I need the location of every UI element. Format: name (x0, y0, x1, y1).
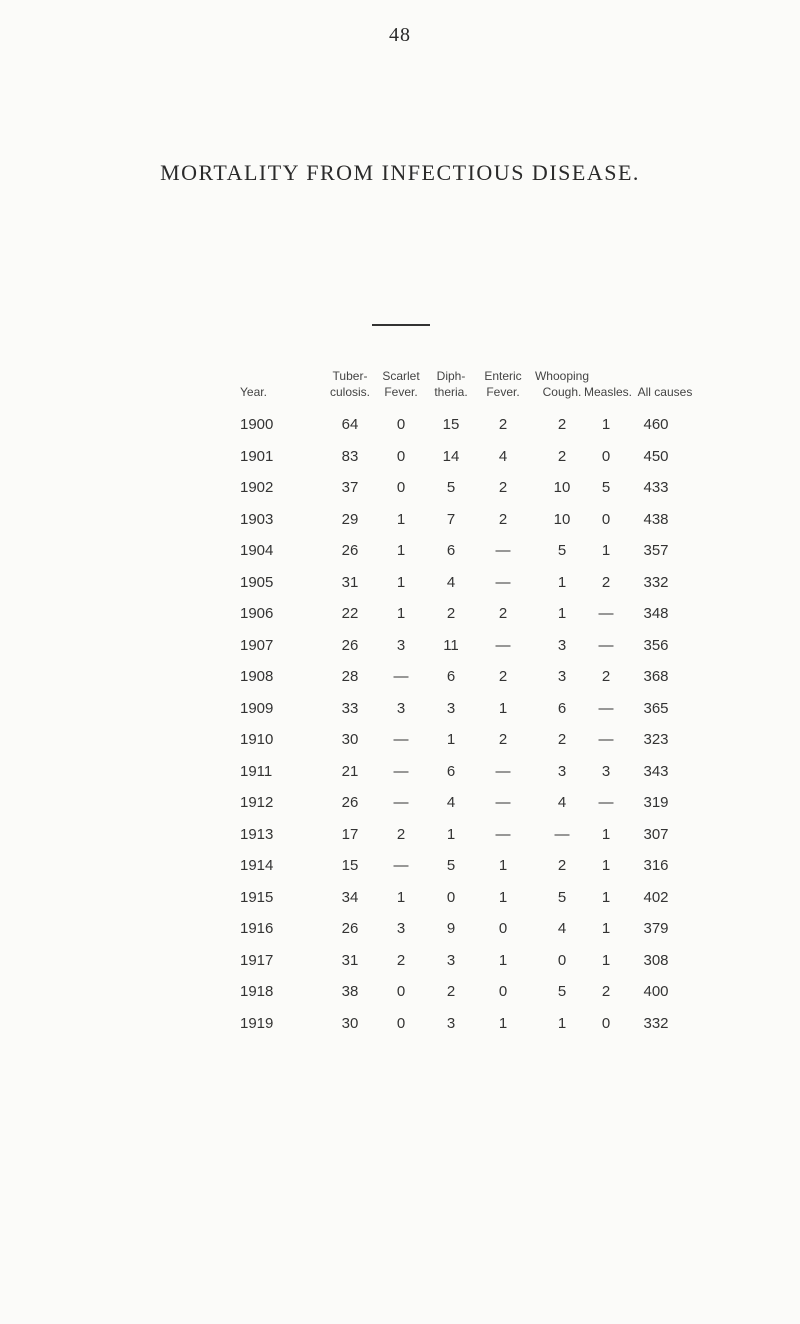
tuberculosis-cell: 22 (341, 605, 359, 622)
whooping-cough-cell: 5 (557, 542, 567, 559)
year-cell: 1913 (240, 825, 274, 843)
diphtheria-cell: 5 (446, 857, 456, 874)
measles-cell: — (598, 636, 614, 654)
diphtheria-cell: 11 (443, 636, 459, 654)
tuberculosis-cell: 21 (341, 762, 359, 780)
diphtheria-cell: 1 (446, 825, 456, 843)
tuberculosis-cell: 31 (341, 951, 359, 969)
scarlet-fever-cell: 1 (396, 888, 406, 906)
diphtheria-cell: 3 (446, 951, 456, 969)
enteric-fever-cell: 0 (498, 983, 508, 1000)
tuberculosis-cell: 15 (341, 857, 359, 874)
scarlet-fever-cell: 1 (396, 573, 406, 591)
scarlet-fever-cell: 0 (396, 416, 406, 433)
year-cell: 1910 (240, 731, 274, 748)
enteric-fever-cell: — (495, 825, 511, 843)
measles-cell: — (598, 699, 614, 717)
year-cell: 1918 (240, 983, 274, 1000)
whooping-cough-cell: 5 (557, 983, 567, 1000)
diphtheria-cell: 1 (446, 731, 456, 748)
whooping-cough-cell: 3 (557, 668, 567, 685)
measles-cell: — (598, 605, 614, 622)
enteric-fever-cell: 2 (498, 479, 508, 496)
table-row (0, 757, 800, 789)
header-enteric-fever (478, 368, 528, 400)
tuberculosis-cell: 30 (341, 1014, 359, 1032)
enteric-fever-cell: 2 (498, 668, 508, 685)
table-row (0, 820, 800, 852)
all-causes-cell: 365 (643, 699, 669, 717)
year-cell: 1901 (240, 447, 274, 465)
page-number: 48 (389, 24, 411, 46)
table-row (0, 505, 800, 537)
all-causes-cell: 316 (643, 857, 669, 874)
enteric-fever-cell: 2 (498, 416, 508, 433)
tuberculosis-cell: 34 (341, 888, 359, 906)
measles-cell: 1 (601, 888, 611, 906)
header-whooping-line1: Whooping (534, 369, 590, 383)
table-row (0, 568, 800, 600)
diphtheria-cell: 6 (446, 668, 456, 685)
enteric-fever-cell: 4 (498, 447, 508, 465)
enteric-fever-cell: 1 (498, 857, 508, 874)
all-causes-cell: 356 (643, 636, 669, 654)
whooping-cough-cell: — (554, 825, 570, 843)
header-tuberculosis-line1: Tuber- (332, 369, 368, 383)
page-title: MORTALITY FROM INFECTIOUS DISEASE. (160, 160, 640, 185)
header-whooping-line2: Cough. (542, 385, 582, 399)
whooping-cough-cell: 2 (557, 731, 567, 748)
all-causes-cell: 402 (643, 888, 669, 906)
header-all-causes (630, 384, 700, 400)
all-causes-cell: 400 (643, 983, 669, 1000)
enteric-fever-cell: 1 (498, 888, 508, 906)
measles-cell: 1 (601, 920, 611, 937)
measles-cell: 2 (601, 983, 611, 1000)
all-causes-cell: 460 (643, 416, 669, 433)
diphtheria-cell: 6 (446, 762, 456, 780)
title-rule (372, 324, 430, 326)
tuberculosis-cell: 29 (341, 510, 359, 528)
whooping-cough-cell: 4 (557, 920, 567, 937)
table-row (0, 1009, 800, 1041)
all-causes-cell: 343 (643, 762, 669, 780)
scarlet-fever-cell: — (393, 857, 409, 874)
enteric-fever-cell: 2 (498, 605, 508, 622)
measles-cell: 1 (601, 416, 611, 433)
table-body (0, 410, 800, 1040)
table-row (0, 946, 800, 978)
scarlet-fever-cell: 1 (396, 542, 406, 559)
year-cell: 1906 (240, 605, 274, 622)
scarlet-fever-cell: 0 (396, 983, 406, 1000)
year-cell: 1902 (240, 479, 274, 496)
measles-cell: 1 (601, 825, 611, 843)
whooping-cough-cell: 1 (557, 605, 567, 622)
whooping-cough-cell: 3 (557, 636, 567, 654)
tuberculosis-cell: 26 (341, 542, 359, 559)
measles-cell: 1 (601, 951, 611, 969)
whooping-cough-cell: 6 (557, 699, 567, 717)
diphtheria-cell: 0 (446, 888, 456, 906)
all-causes-cell: 332 (643, 573, 669, 591)
enteric-fever-cell: — (495, 794, 511, 811)
measles-cell: 0 (601, 510, 611, 528)
year-cell: 1914 (240, 857, 274, 874)
all-causes-cell: 450 (643, 447, 669, 465)
diphtheria-cell: 3 (446, 1014, 456, 1032)
table-row (0, 662, 800, 694)
scarlet-fever-cell: — (393, 794, 409, 811)
table-row (0, 631, 800, 663)
diphtheria-cell: 2 (446, 605, 456, 622)
tuberculosis-cell: 64 (341, 416, 359, 433)
whooping-cough-cell: 2 (557, 447, 567, 465)
measles-cell: — (598, 794, 614, 811)
scarlet-fever-cell: 0 (396, 447, 406, 465)
all-causes-cell: 319 (643, 794, 669, 811)
year-cell: 1919 (240, 1014, 274, 1032)
table-row (0, 725, 800, 757)
header-scarlet-line1: Scarlet (382, 369, 420, 383)
table-row (0, 536, 800, 568)
all-causes-cell: 308 (643, 951, 669, 969)
header-year (240, 384, 280, 400)
all-causes-cell: 348 (643, 605, 669, 622)
table-row (0, 473, 800, 505)
all-causes-cell: 379 (643, 920, 669, 937)
scarlet-fever-cell: 0 (396, 1014, 406, 1032)
table-row (0, 599, 800, 631)
measles-cell: — (598, 731, 614, 748)
header-diphtheria-line1: Diph- (436, 369, 466, 383)
header-tuberculosis-line2: culosis. (329, 385, 370, 399)
measles-cell: 5 (601, 479, 611, 496)
diphtheria-cell: 6 (446, 542, 456, 559)
measles-cell: 3 (601, 762, 611, 780)
measles-cell: 1 (601, 542, 611, 559)
tuberculosis-cell: 33 (341, 699, 359, 717)
enteric-fever-cell: — (495, 542, 511, 559)
header-scarlet-line2: Fever. (384, 385, 418, 399)
year-cell: 1900 (240, 416, 274, 433)
header-measles (580, 384, 636, 400)
header-all-causes-label: All causes (637, 385, 693, 399)
measles-cell: 2 (601, 668, 611, 685)
header-tuberculosis (325, 368, 375, 400)
table-row (0, 851, 800, 883)
measles-cell: 0 (601, 447, 611, 465)
measles-cell: 1 (601, 857, 611, 874)
year-cell: 1903 (240, 510, 274, 528)
diphtheria-cell: 14 (442, 447, 460, 465)
table-row (0, 694, 800, 726)
header-diphtheria-line2: theria. (434, 385, 468, 399)
all-causes-cell: 323 (643, 731, 669, 748)
tuberculosis-cell: 17 (341, 825, 359, 843)
scarlet-fever-cell: — (393, 731, 409, 748)
table-row (0, 914, 800, 946)
header-enteric-line1: Enteric (484, 369, 522, 383)
table-row (0, 977, 800, 1009)
header-measles-label: Measles. (583, 385, 633, 399)
all-causes-cell: 438 (643, 510, 669, 528)
tuberculosis-cell: 31 (341, 573, 359, 591)
diphtheria-cell: 9 (446, 920, 456, 937)
enteric-fever-cell: — (495, 762, 511, 780)
whooping-cough-cell: 1 (557, 573, 567, 591)
header-enteric-line2: Fever. (486, 385, 520, 399)
measles-cell: 2 (601, 573, 611, 591)
enteric-fever-cell: 1 (498, 951, 508, 969)
table-row (0, 442, 800, 474)
enteric-fever-cell: 1 (498, 699, 508, 717)
year-cell: 1909 (240, 699, 274, 717)
whooping-cough-cell: 2 (557, 857, 567, 874)
year-cell: 1904 (240, 542, 274, 559)
whooping-cough-cell: 3 (557, 762, 567, 780)
tuberculosis-cell: 38 (341, 983, 359, 1000)
table-row (0, 410, 800, 442)
whooping-cough-cell: 10 (553, 510, 571, 528)
header-scarlet-fever (376, 368, 426, 400)
tuberculosis-cell: 26 (341, 636, 359, 654)
all-causes-cell: 307 (643, 825, 669, 843)
scarlet-fever-cell: 1 (396, 510, 406, 528)
all-causes-cell: 433 (643, 479, 669, 496)
tuberculosis-cell: 26 (341, 920, 359, 937)
year-cell: 1905 (240, 573, 274, 591)
scarlet-fever-cell: — (393, 668, 409, 685)
year-cell: 1912 (240, 794, 274, 811)
scarlet-fever-cell: 3 (396, 920, 406, 937)
tuberculosis-cell: 28 (341, 668, 359, 685)
header-year-label: Year. (240, 385, 267, 399)
enteric-fever-cell: 2 (498, 731, 508, 748)
table-row (0, 788, 800, 820)
header-diphtheria (426, 368, 476, 400)
diphtheria-cell: 15 (442, 416, 460, 433)
measles-cell: 0 (601, 1014, 611, 1032)
tuberculosis-cell: 30 (341, 731, 359, 748)
year-cell: 1916 (240, 920, 274, 937)
whooping-cough-cell: 0 (557, 951, 567, 969)
year-cell: 1911 (240, 762, 273, 780)
year-cell: 1907 (240, 636, 274, 654)
enteric-fever-cell: — (495, 636, 511, 654)
whooping-cough-cell: 10 (553, 479, 571, 496)
scarlet-fever-cell: 1 (396, 605, 406, 622)
whooping-cough-cell: 2 (557, 416, 567, 433)
diphtheria-cell: 4 (446, 573, 456, 591)
all-causes-cell: 357 (643, 542, 669, 559)
scarlet-fever-cell: 3 (396, 636, 406, 654)
scarlet-fever-cell: — (393, 762, 409, 780)
enteric-fever-cell: — (495, 573, 511, 591)
whooping-cough-cell: 1 (557, 1014, 567, 1032)
scarlet-fever-cell: 0 (396, 479, 406, 496)
scarlet-fever-cell: 2 (396, 825, 406, 843)
diphtheria-cell: 2 (446, 983, 456, 1000)
diphtheria-cell: 7 (446, 510, 456, 528)
diphtheria-cell: 3 (446, 699, 456, 717)
whooping-cough-cell: 5 (557, 888, 567, 906)
scarlet-fever-cell: 2 (396, 951, 406, 969)
table-row (0, 883, 800, 915)
tuberculosis-cell: 26 (341, 794, 359, 811)
diphtheria-cell: 5 (446, 479, 456, 496)
enteric-fever-cell: 2 (498, 510, 508, 528)
enteric-fever-cell: 0 (498, 920, 508, 937)
year-cell: 1917 (240, 951, 274, 969)
scarlet-fever-cell: 3 (396, 699, 406, 717)
whooping-cough-cell: 4 (557, 794, 567, 811)
tuberculosis-cell: 83 (341, 447, 359, 465)
year-cell: 1908 (240, 668, 274, 685)
all-causes-cell: 368 (643, 668, 669, 685)
tuberculosis-cell: 37 (341, 479, 359, 496)
table-header (0, 368, 800, 404)
diphtheria-cell: 4 (446, 794, 456, 811)
year-cell: 1915 (240, 888, 274, 906)
all-causes-cell: 332 (643, 1014, 669, 1032)
enteric-fever-cell: 1 (498, 1014, 508, 1032)
